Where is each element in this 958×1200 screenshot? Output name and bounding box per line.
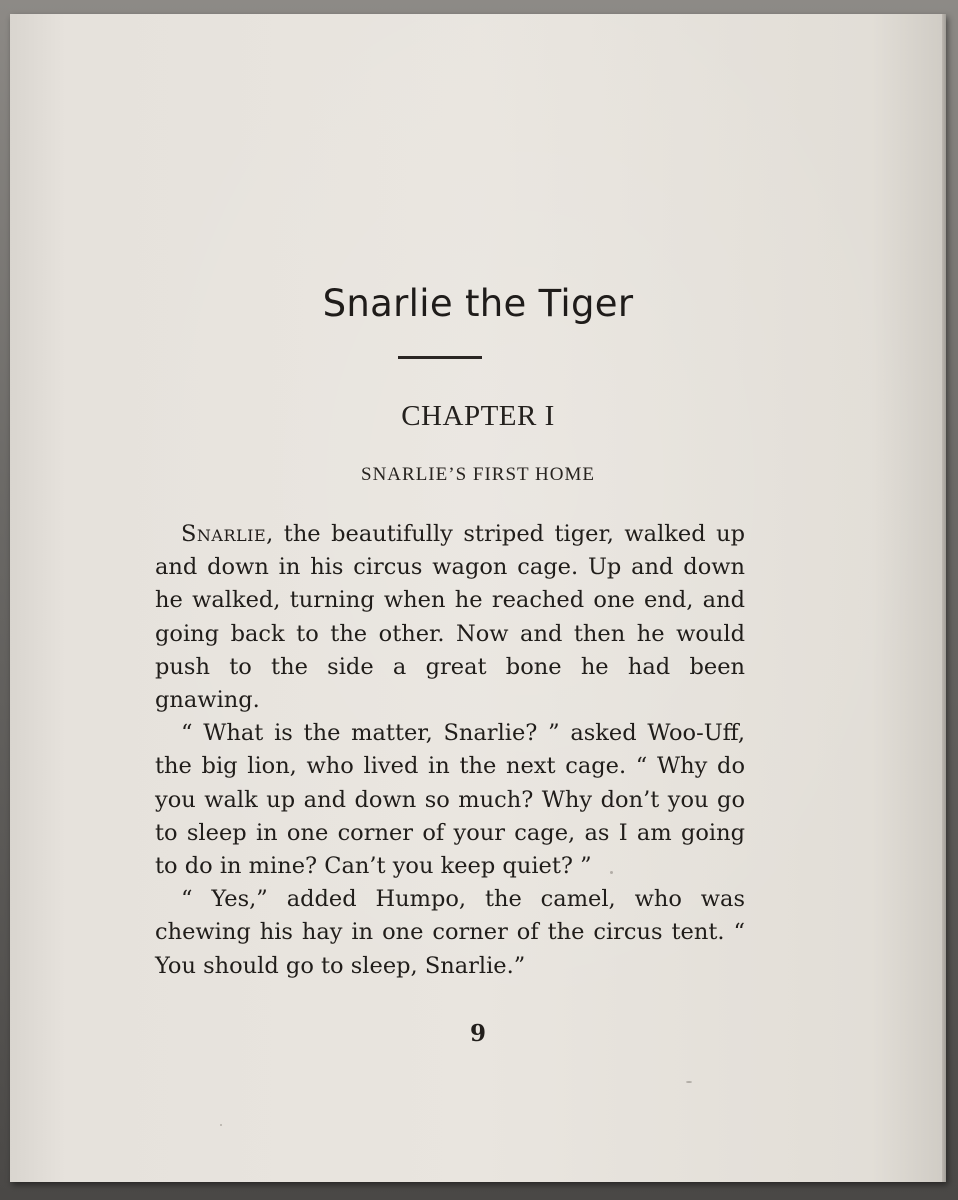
paragraph-text: “ Yes,” added Humpo, the camel, who was chewing his hay in one corner of the circus tent. “ You should go to sleep, Snarlie.”	[155, 886, 745, 979]
paper-speck	[220, 1124, 222, 1126]
body-text	[155, 518, 745, 983]
chapter-heading: CHAPTER I	[401, 400, 555, 432]
paragraph-3	[155, 883, 745, 983]
page-edge	[942, 14, 946, 1182]
paragraph-text: , the beautifully striped tiger, walked up and down in his circus wagon cage. Up and down he walked, turning when he reached one end, and going back to the other. Now and then he would push to the side a great bone he had been gnawing.	[155, 521, 745, 714]
chapter-subtitle: SNARLIE’S FIRST HOME	[361, 464, 595, 485]
paper-speck	[686, 1081, 692, 1083]
paragraph-text: “ What is the matter, Snarlie? ” asked Woo-Uff, the big lion, who lived in the next cage. “ Why do you walk up and down so much? Why don’t you go to sleep in one corner of your cage, as I am going to do in mine? Can’t you keep quiet? ”	[155, 720, 745, 880]
paragraph-1	[155, 518, 745, 717]
page-number: 9	[469, 1020, 486, 1047]
paragraph-2	[155, 717, 745, 883]
paper-speck	[610, 871, 613, 874]
title-divider	[398, 356, 482, 359]
book-title: Snarlie the Tiger	[322, 282, 634, 325]
book-page	[10, 14, 946, 1182]
lead-word: Snarlie	[181, 521, 267, 547]
